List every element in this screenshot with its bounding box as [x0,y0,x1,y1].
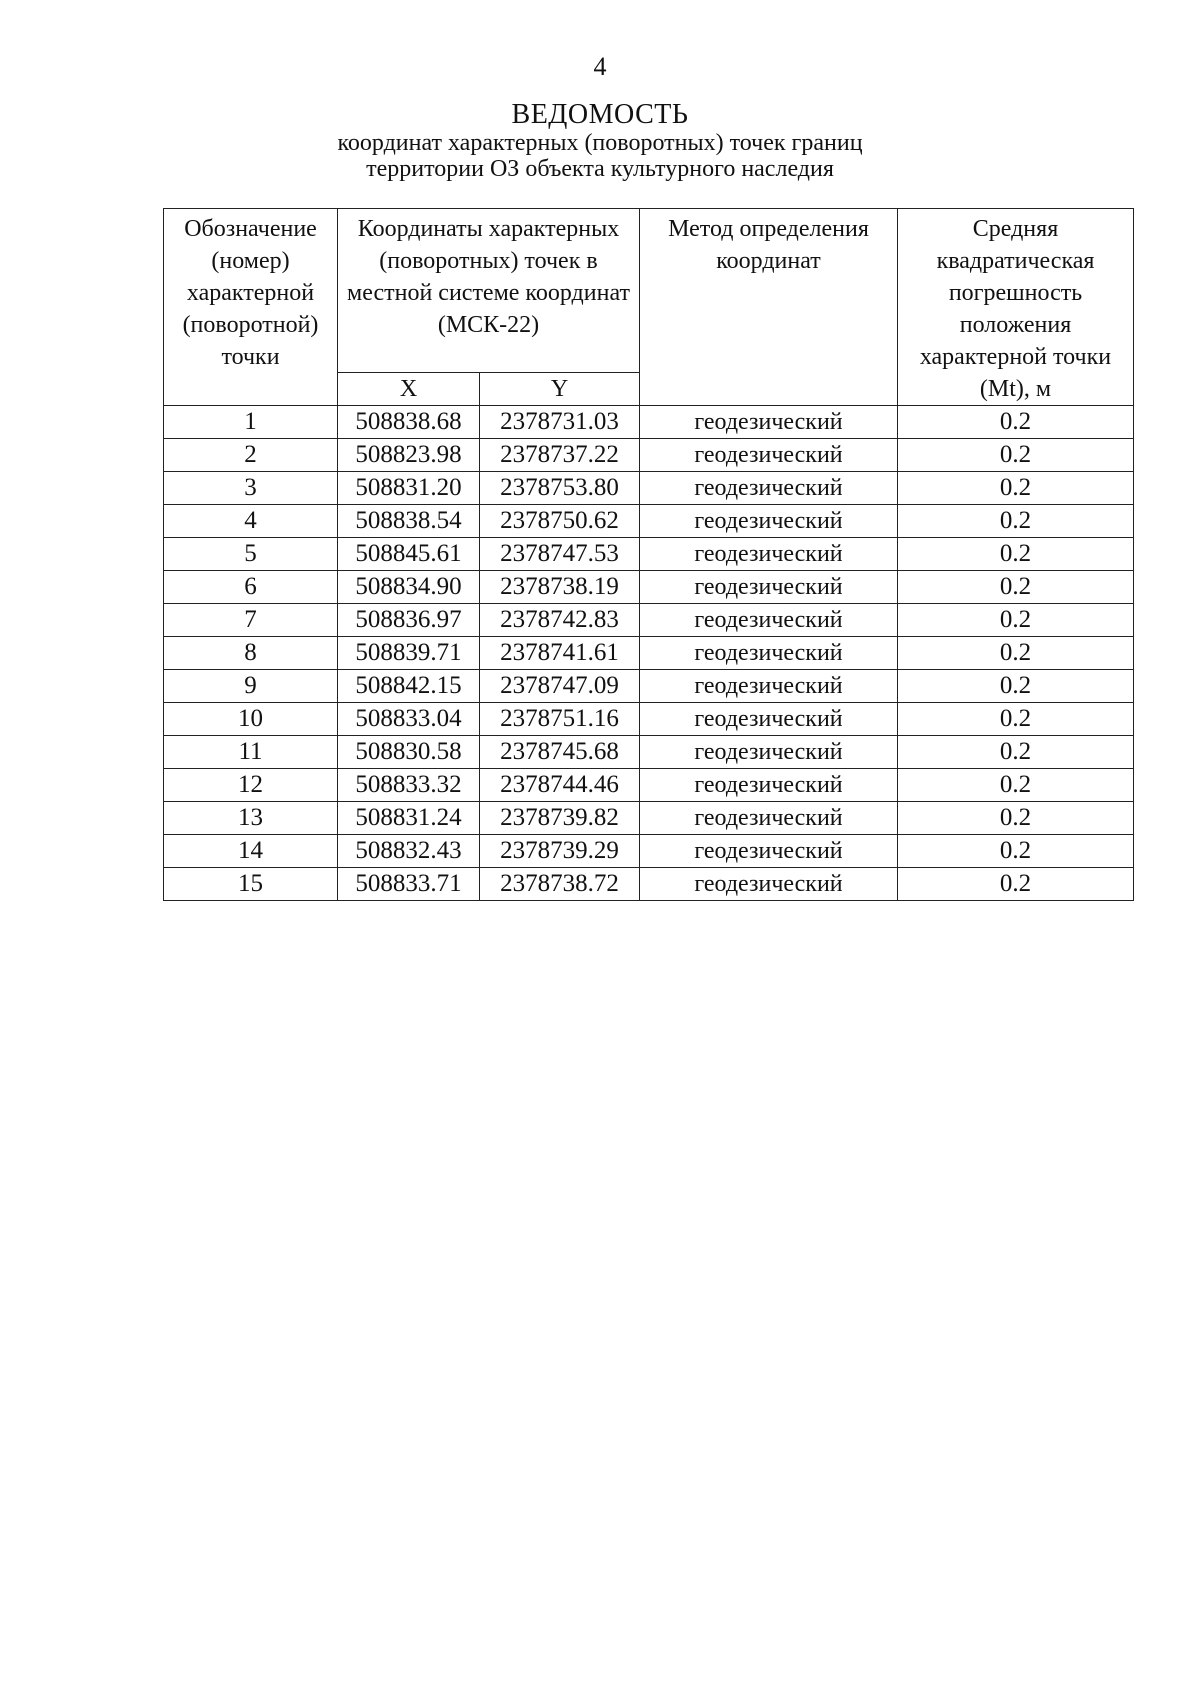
cell-y-coordinate: 2378744.46 [480,769,640,802]
header-method: Метод определения координат [640,209,898,406]
table-body [164,406,1134,901]
cell-y-coordinate: 2378739.82 [480,802,640,835]
cell-point-number: 9 [164,670,338,703]
cell-point-number: 14 [164,835,338,868]
cell-y-coordinate: 2378738.72 [480,868,640,901]
cell-point-number: 6 [164,571,338,604]
cell-y-coordinate: 2378738.19 [480,571,640,604]
cell-method: геодезический [640,736,898,769]
cell-x-coordinate: 508833.71 [338,868,480,901]
cell-y-coordinate: 2378747.09 [480,670,640,703]
cell-x-coordinate: 508830.58 [338,736,480,769]
cell-y-coordinate: 2378739.29 [480,835,640,868]
table-row [164,538,1134,571]
cell-y-coordinate: 2378731.03 [480,406,640,439]
cell-x-coordinate: 508823.98 [338,439,480,472]
header-x: X [338,373,480,406]
cell-point-number: 1 [164,406,338,439]
header-point-designation: Обозначение (номер) характерной (поворотной) точки [164,209,338,406]
cell-x-coordinate: 508842.15 [338,670,480,703]
header-error: Средняя квадратическая погрешность положения характерной точки (Mt), м [898,209,1134,406]
coordinates-table-container [163,208,1133,901]
cell-y-coordinate: 2378745.68 [480,736,640,769]
cell-y-coordinate: 2378750.62 [480,505,640,538]
cell-error: 0.2 [898,736,1134,769]
table-header-row [164,209,1134,373]
cell-method: геодезический [640,769,898,802]
cell-x-coordinate: 508833.04 [338,703,480,736]
cell-error: 0.2 [898,769,1134,802]
cell-error: 0.2 [898,439,1134,472]
cell-method: геодезический [640,604,898,637]
cell-point-number: 11 [164,736,338,769]
document-heading [0,100,1200,182]
cell-x-coordinate: 508833.32 [338,769,480,802]
cell-method: геодезический [640,505,898,538]
cell-x-coordinate: 508839.71 [338,637,480,670]
coordinates-table [163,208,1134,901]
table-header [164,209,1134,406]
cell-error: 0.2 [898,538,1134,571]
cell-y-coordinate: 2378751.16 [480,703,640,736]
cell-point-number: 12 [164,769,338,802]
cell-point-number: 7 [164,604,338,637]
cell-x-coordinate: 508836.97 [338,604,480,637]
cell-x-coordinate: 508838.68 [338,406,480,439]
cell-x-coordinate: 508831.20 [338,472,480,505]
cell-method: геодезический [640,703,898,736]
cell-method: геодезический [640,637,898,670]
cell-error: 0.2 [898,868,1134,901]
cell-point-number: 10 [164,703,338,736]
table-row [164,571,1134,604]
cell-method: геодезический [640,802,898,835]
cell-point-number: 5 [164,538,338,571]
table-row [164,736,1134,769]
cell-y-coordinate: 2378753.80 [480,472,640,505]
cell-method: геодезический [640,868,898,901]
cell-x-coordinate: 508838.54 [338,505,480,538]
table-row [164,604,1134,637]
cell-method: геодезический [640,439,898,472]
cell-error: 0.2 [898,505,1134,538]
table-row [164,670,1134,703]
cell-method: геодезический [640,538,898,571]
document-subtitle-line-1: координат характерных (поворотных) точек границ [337,130,863,156]
cell-point-number: 2 [164,439,338,472]
document-title: ВЕДОМОСТЬ [511,99,689,130]
table-row [164,439,1134,472]
cell-method: геодезический [640,406,898,439]
header-coordinates: Координаты характерных (поворотных) точек в местной системе координат (МСК-22) [338,209,640,373]
header-y: Y [480,373,640,406]
cell-point-number: 3 [164,472,338,505]
cell-error: 0.2 [898,835,1134,868]
cell-x-coordinate: 508834.90 [338,571,480,604]
table-row [164,505,1134,538]
cell-point-number: 4 [164,505,338,538]
cell-method: геодезический [640,571,898,604]
page-number: 4 [593,52,607,81]
table-row [164,802,1134,835]
cell-error: 0.2 [898,472,1134,505]
cell-x-coordinate: 508845.61 [338,538,480,571]
cell-y-coordinate: 2378741.61 [480,637,640,670]
cell-x-coordinate: 508832.43 [338,835,480,868]
cell-error: 0.2 [898,604,1134,637]
cell-error: 0.2 [898,802,1134,835]
cell-x-coordinate: 508831.24 [338,802,480,835]
table-row [164,406,1134,439]
table-row [164,769,1134,802]
document-subtitle-line-2: территории ОЗ объекта культурного наследия [366,156,834,182]
cell-error: 0.2 [898,571,1134,604]
cell-error: 0.2 [898,406,1134,439]
cell-method: геодезический [640,670,898,703]
table-row [164,637,1134,670]
cell-point-number: 15 [164,868,338,901]
table-row [164,835,1134,868]
cell-method: геодезический [640,472,898,505]
table-row [164,868,1134,901]
cell-method: геодезический [640,835,898,868]
cell-point-number: 8 [164,637,338,670]
cell-y-coordinate: 2378747.53 [480,538,640,571]
table-row [164,703,1134,736]
cell-point-number: 13 [164,802,338,835]
cell-y-coordinate: 2378742.83 [480,604,640,637]
cell-error: 0.2 [898,703,1134,736]
cell-y-coordinate: 2378737.22 [480,439,640,472]
cell-error: 0.2 [898,670,1134,703]
cell-error: 0.2 [898,637,1134,670]
table-row [164,472,1134,505]
